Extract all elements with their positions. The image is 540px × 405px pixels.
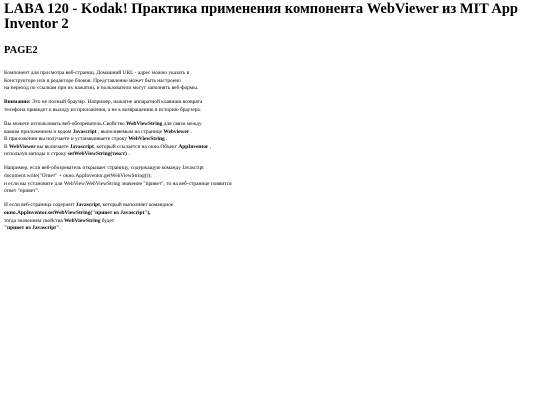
text-run: , (208, 143, 212, 150)
text-run: . (59, 225, 61, 232)
text-run: . (126, 151, 130, 158)
text-line: телефона приведет к выходу из приложения, а не к возвращению в историю браузера. (4, 106, 202, 113)
text-run: для связи между (162, 120, 202, 127)
text-run: . (164, 136, 168, 143)
paragraph-set-from-js (4, 202, 536, 232)
text-run: В (4, 143, 9, 150)
warning-label: Внимание: (4, 99, 31, 106)
text-run: . (189, 128, 192, 135)
text-run: В приложении вы получаете и устанавливаете строку (4, 136, 129, 143)
page-subtitle: PAGE2 (4, 45, 38, 56)
bold-term: Javascript (69, 143, 94, 150)
page-title: LABA 120 - Kodak! Практика применения компонента WebViewer из MIT App Inventor 2 (4, 1, 518, 32)
text-run: будет (100, 217, 115, 224)
bold-term: WebViewString (128, 136, 165, 143)
code-line: document.write("Ответ" + окно.AppInventor.getWebViewString()); (4, 173, 152, 180)
text-line: Например, если веб-обозреватель открывает страницу, содержащую команду Javascript (4, 165, 204, 172)
text-run: Это не полный браузер. Например, нажатие аппаратной клавиши возврата (30, 99, 203, 106)
bold-term: Webviewer (163, 128, 190, 135)
bold-term: WebViewer (8, 143, 36, 150)
text-line: Конструкторе или в редакторе блоков. Представление может быть настроено (4, 77, 181, 84)
paragraph-warning (4, 99, 536, 114)
text-run: вашим приложением и кодом (4, 128, 73, 135)
paragraph-example (4, 165, 536, 195)
text-run: Вы можете использовать веб-обозреватель.Свойство (4, 120, 127, 127)
text-run: , который ссылается на окно.Объект (93, 143, 179, 150)
text-run: используя методы и строку (4, 151, 68, 158)
text-line: и если вы установите для WebView.WebViewString значение "привет", то на веб-странице появится (4, 180, 232, 187)
bold-term: setWebViewString(текст) (67, 151, 127, 158)
bold-term: WebViewString (64, 217, 101, 224)
text-run: И если веб-страница содержит (4, 202, 76, 209)
text-line: Компонент для просмотра веб-страниц. Домашний URL - адрес можно указать в (4, 70, 190, 76)
bold-term: "привет из Javascript" (4, 225, 60, 232)
paragraph-description (4, 70, 536, 93)
bold-term: Javascript (75, 202, 100, 209)
text-run: , который выполняет командное (99, 202, 174, 209)
text-run: , выполняемым на странице (96, 128, 164, 135)
text-line: ответ "привет". (4, 188, 40, 195)
bold-code: окно.AppInventor.setWebViewString("привет из Javascript"), (4, 209, 151, 216)
text-line: на переход по ссылкам при их нажатии, и пользователи могут заполнять веб-формы. (4, 85, 199, 92)
text-run: тогда значением свойства (4, 217, 65, 224)
paragraph-webviewstring (4, 121, 536, 159)
bold-term: Javascript (72, 128, 97, 135)
bold-term: AppInventor (178, 143, 209, 150)
bold-term: WebViewString (126, 120, 163, 127)
text-run: вы включаете (35, 143, 70, 150)
